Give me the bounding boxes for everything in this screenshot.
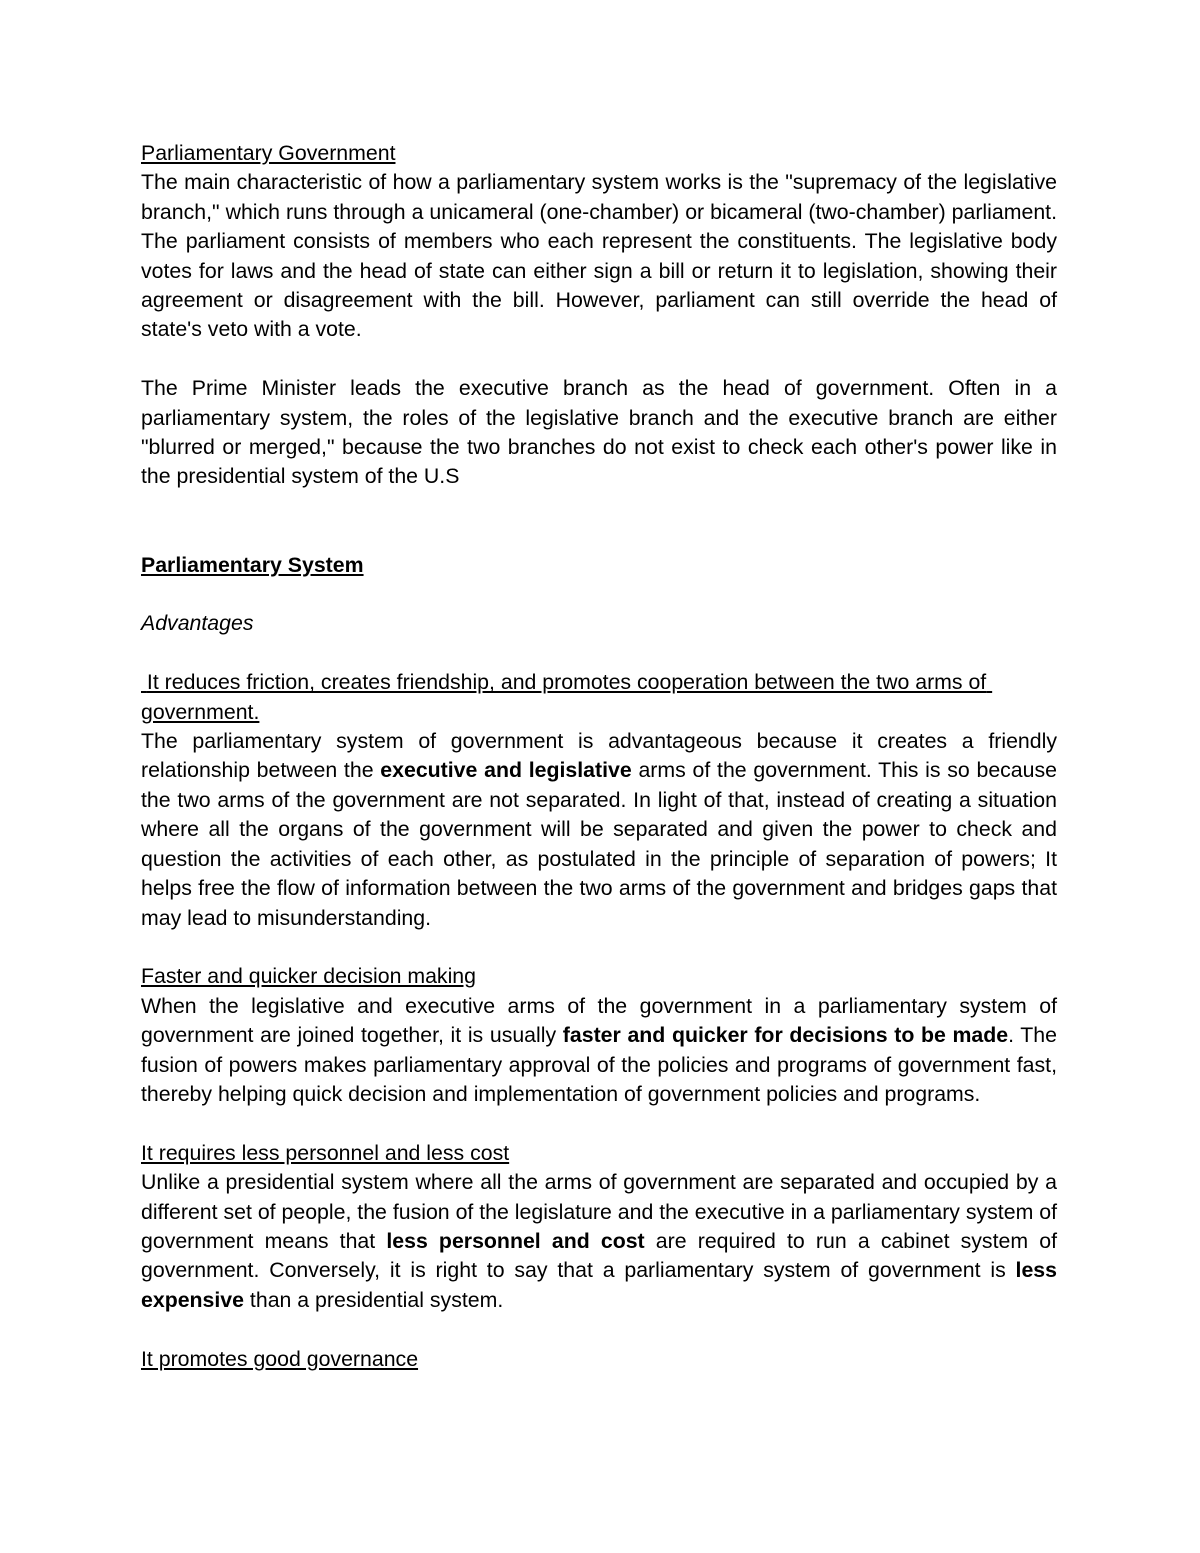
section-title-parliamentary-government: Parliamentary Government [141, 141, 396, 165]
spacer [141, 1315, 1057, 1344]
spacer [141, 639, 1057, 668]
advantage-3-title: It requires less personnel and less cost [141, 1140, 510, 1165]
advantage-3-text-a: Unlike a presidential system where all the arms of government are separated and occupied by a different set of people, the fusion of the legislature and the executive in a parliamentary system of government means that [141, 1170, 1057, 1253]
spacer [141, 492, 1057, 551]
spacer [141, 933, 1057, 962]
document-body [141, 139, 1057, 1374]
spacer [141, 345, 1057, 374]
advantage-3-paragraph [141, 1168, 1057, 1315]
intro-paragraph-2: The Prime Minister leads the executive branch as the head of government. Often in a parliamentary system, the roles of the legislative branch and the executive branch are either "blurred or merged," because the two branches do not exist to check each other's power like in the presidential system of the U.S [141, 376, 1057, 489]
intro-paragraph-1: The main characteristic of how a parliamentary system works is the "supremacy of the legislative branch," which runs through a unicameral (one-chamber) or bicameral (two-chamber) parliament. The parliament consists of members who each represent the constituents. The legislative body votes for laws and the head of state can either sign a bill or return it to legislation, showing their agreement or disagreement with the bill. However, parliament can still override the head of state's veto with a vote. [141, 170, 1057, 342]
spacer [141, 580, 1057, 609]
advantage-2-text-b: . The fusion of powers makes parliamentary approval of the policies and programs of government fast, thereby helping quick decision and implementation of government policies and programs. [141, 1023, 1057, 1106]
advantage-1-text-b: arms of the government. This is so because the two arms of the government are not separated. In light of that, instead of creating a situation where all the organs of the government will be separated and given the power to check and question the activities of each other, as postulated in the principle of separation of powers; It helps free the flow of information between the two arms of the government and bridges gaps that may lead to misunderstanding. [141, 758, 1057, 930]
advantage-3-text-c: than a presidential system. [244, 1287, 504, 1312]
advantage-2-title: Faster and quicker decision making [141, 964, 476, 989]
spacer [141, 1109, 1057, 1138]
advantage-3-bold-a: less personnel and cost [386, 1228, 645, 1253]
advantage-1-text-a: The parliamentary system of government is advantageous because it creates a friendly relationship between the [141, 729, 1057, 783]
advantage-2-paragraph [141, 992, 1057, 1110]
advantage-1-title: It reduces friction, creates friendship, and promotes cooperation between the two arms of government. [141, 670, 993, 724]
heading-parliamentary-system: Parliamentary System [141, 552, 364, 577]
subheading-advantages: Advantages [141, 611, 254, 636]
advantage-4-title: It promotes good governance [141, 1346, 419, 1371]
advantage-3-text-b: are required to run a cabinet system of government. Conversely, it is right to say that a parliamentary system of government is [141, 1228, 1057, 1283]
advantage-1-paragraph [141, 727, 1057, 933]
advantage-3-bold-b: less expensive [141, 1258, 1057, 1312]
advantage-2-bold-a: faster and quicker for decisions to be made [562, 1023, 1009, 1048]
advantage-1-bold-a: executive and legislative [380, 758, 632, 783]
advantage-2-text-a: When the legislative and executive arms of the government in a parliamentary system of government are joined together, it is usually [141, 993, 1057, 1048]
